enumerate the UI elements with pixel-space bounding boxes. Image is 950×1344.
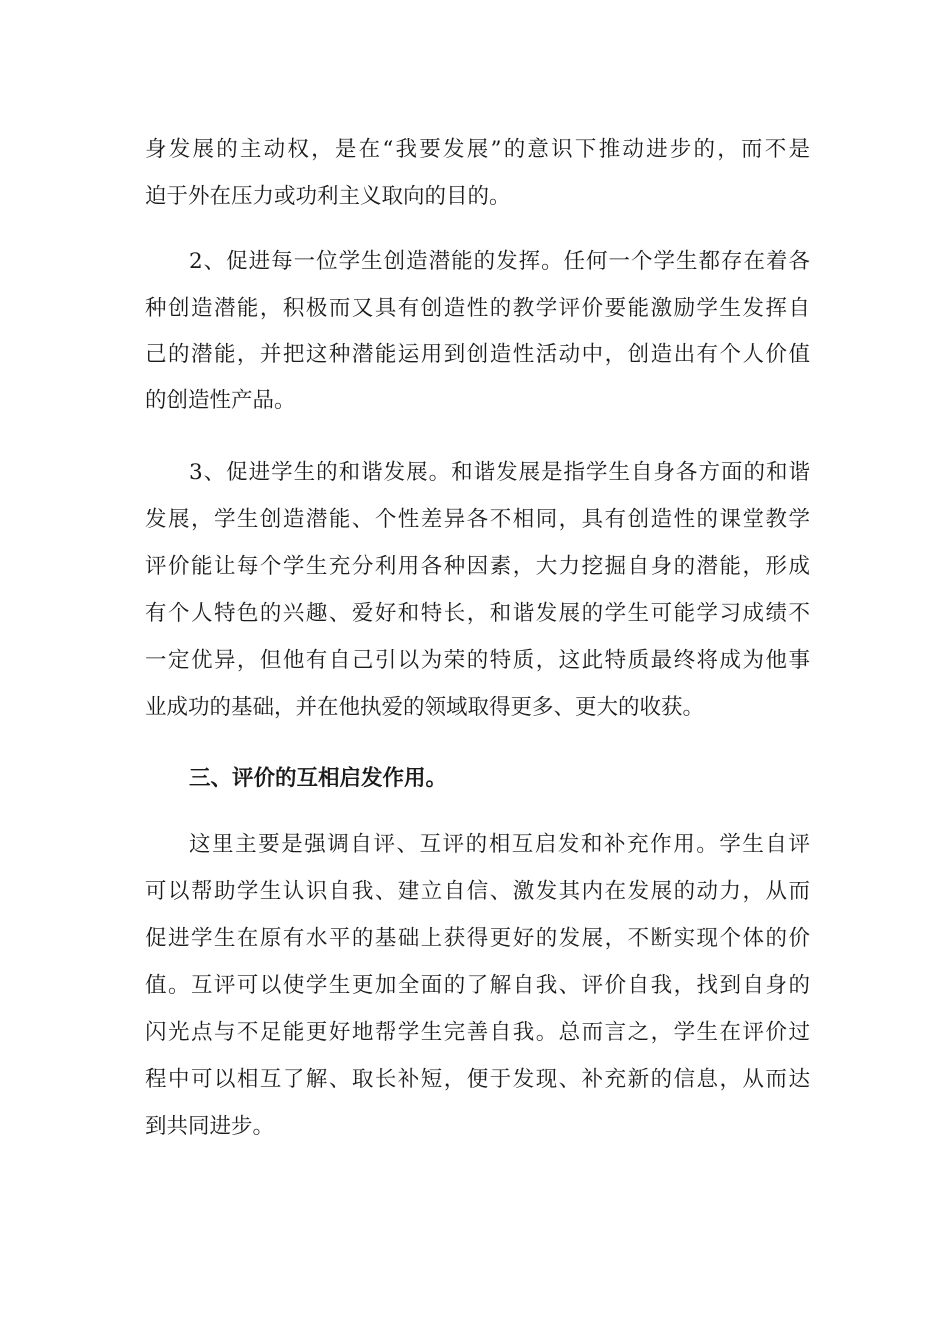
paragraph-line: 3、促进学生的和谐发展。和谐发展是指学生自身各方面的和谐	[189, 460, 810, 485]
paragraph-line: 一定优异，但他有自己引以为荣的特质，这此特质最终将成为他事	[145, 648, 810, 673]
paragraph-line: 这里主要是强调自评、互评的相互启发和补充作用。学生自评	[189, 832, 810, 857]
paragraph-line: 2、促进每一位学生创造潜能的发挥。任何一个学生都存在着各	[189, 249, 810, 274]
paragraph-line: 的创造性产品。	[145, 388, 296, 413]
section-heading: 三、评价的互相启发作用。	[189, 766, 448, 791]
paragraph-line: 身发展的主动权，是在“我要发展”的意识下推动进步的，而不是	[145, 137, 810, 162]
paragraph-line: 业成功的基础，并在他执爱的领域取得更多、更大的收获。	[145, 695, 705, 720]
paragraph-line: 程中可以相互了解、取长补短，便于发现、补充新的信息，从而达	[145, 1067, 810, 1092]
paragraph-line: 到共同进步。	[145, 1114, 275, 1139]
paragraph-line: 评价能让每个学生充分利用各种因素，大力挖掘自身的潜能，形成	[145, 554, 810, 579]
paragraph-line: 迫于外在压力或功利主义取向的目的。	[145, 184, 511, 209]
paragraph-line: 己的潜能，并把这种潜能运用到创造性活动中，创造出有个人价值	[145, 342, 810, 367]
paragraph-line: 闪光点与不足能更好地帮学生完善自我。总而言之，学生在评价过	[145, 1020, 810, 1045]
paragraph-line: 有个人特色的兴趣、爱好和特长，和谐发展的学生可能学习成绩不	[145, 601, 810, 626]
paragraph-line: 值。互评可以使学生更加全面的了解自我、评价自我，找到自身的	[145, 973, 810, 998]
paragraph-line: 促进学生在原有水平的基础上获得更好的发展，不断实现个体的价	[145, 926, 810, 951]
paragraph-line: 发展，学生创造潜能、个性差异各不相同，具有创造性的课堂教学	[145, 507, 810, 532]
paragraph-line: 种创造潜能，积极而又具有创造性的教学评价要能激励学生发挥自	[145, 296, 810, 321]
paragraph-line: 可以帮助学生认识自我、建立自信、激发其内在发展的动力，从而	[145, 879, 810, 904]
